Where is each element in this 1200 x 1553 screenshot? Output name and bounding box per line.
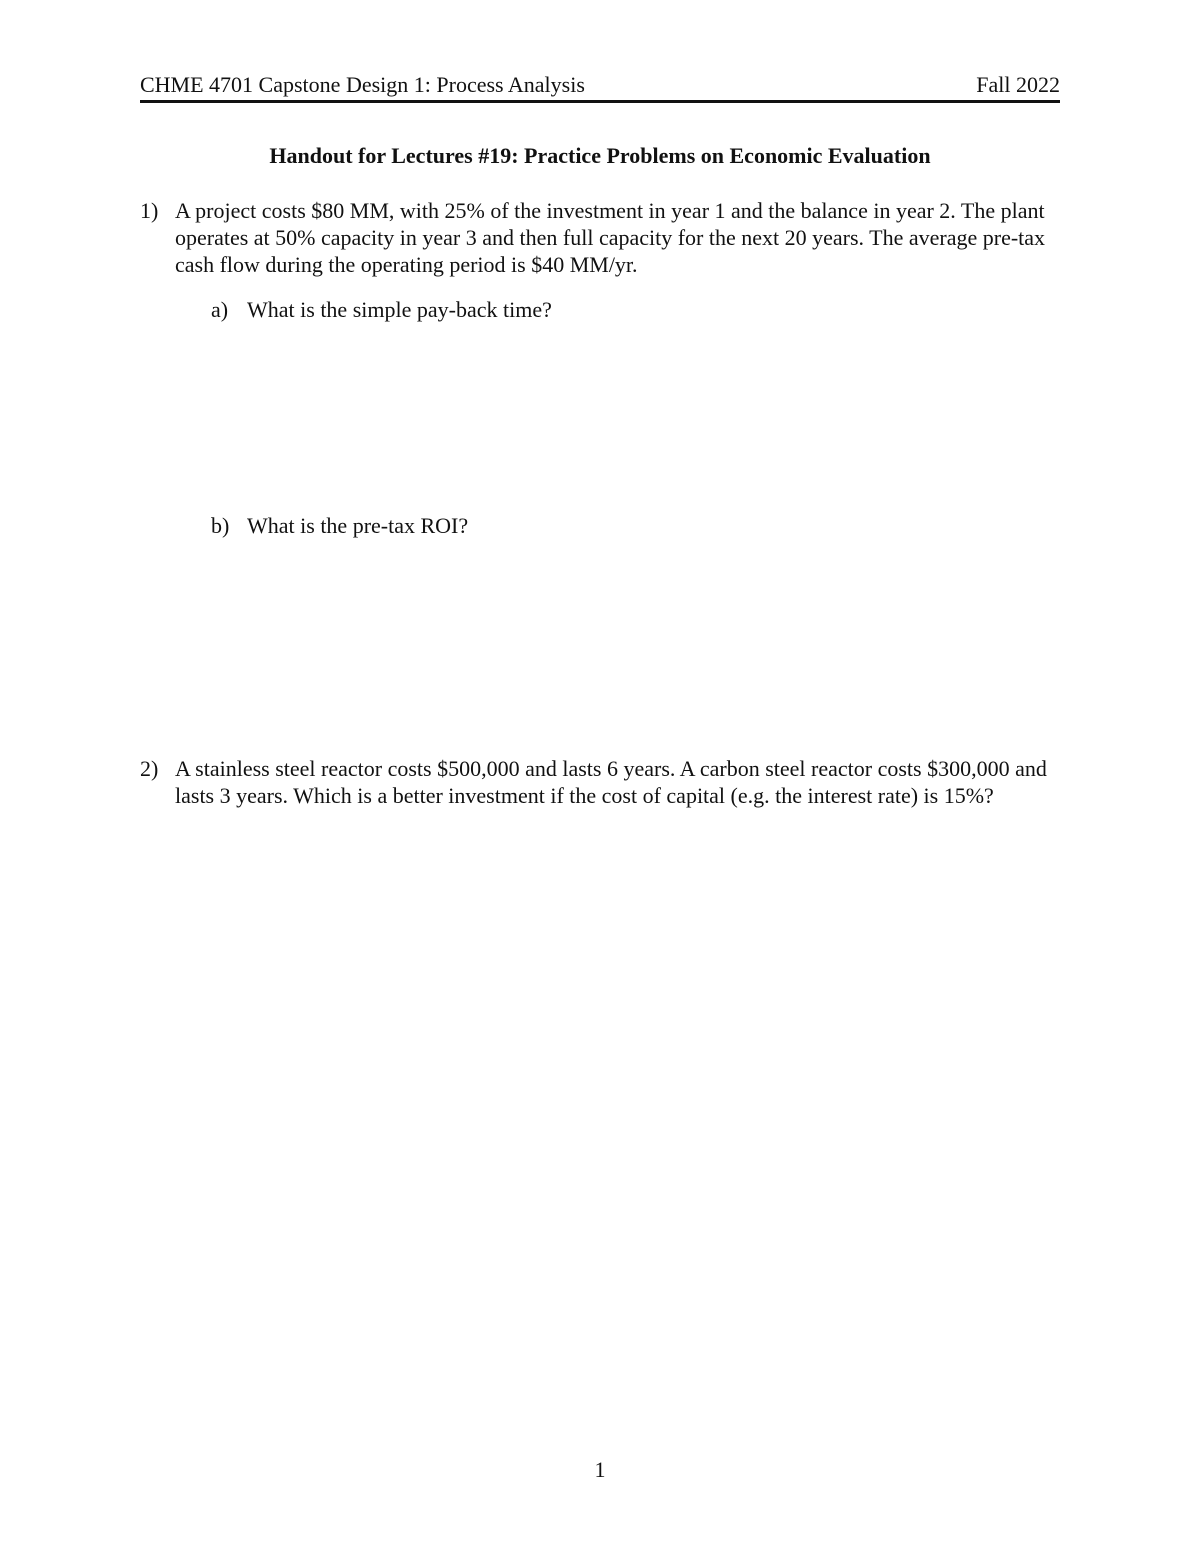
problem-1-part-a xyxy=(211,296,1061,323)
problem-1-part-b xyxy=(211,512,1061,539)
handout-title: Handout for Lectures #19: Practice Problems on Economic Evaluation xyxy=(269,143,931,168)
part-letter: b) xyxy=(211,513,230,538)
problem-number: 1) xyxy=(140,198,159,223)
problem-2 xyxy=(140,755,1060,809)
course-title: CHME 4701 Capstone Design 1: Process Analysis xyxy=(140,72,585,97)
problem-number: 2) xyxy=(140,756,159,781)
page-header xyxy=(140,72,1060,103)
problem-text: A stainless steel reactor costs $500,000 and lasts 6 years. A carbon steel reactor costs $300,000 and lasts 3 years. Which is a better investment if the cost of capital (e.g. the interest rate) is 15%? xyxy=(175,756,1047,808)
problem-text: A project costs $80 MM, with 25% of the investment in year 1 and the balance in year 2. The plant operates at 50% capacity in year 3 and then full capacity for the next 20 years. The average pre-tax cash flow during the operating period is $40 MM/yr. xyxy=(175,198,1046,277)
part-letter: a) xyxy=(211,297,229,322)
problem-1 xyxy=(140,197,1060,278)
page-number: 1 xyxy=(594,1457,606,1482)
part-text: What is the simple pay-back time? xyxy=(247,297,552,322)
term-label: Fall 2022 xyxy=(976,72,1060,97)
part-text: What is the pre-tax ROI? xyxy=(247,513,469,538)
